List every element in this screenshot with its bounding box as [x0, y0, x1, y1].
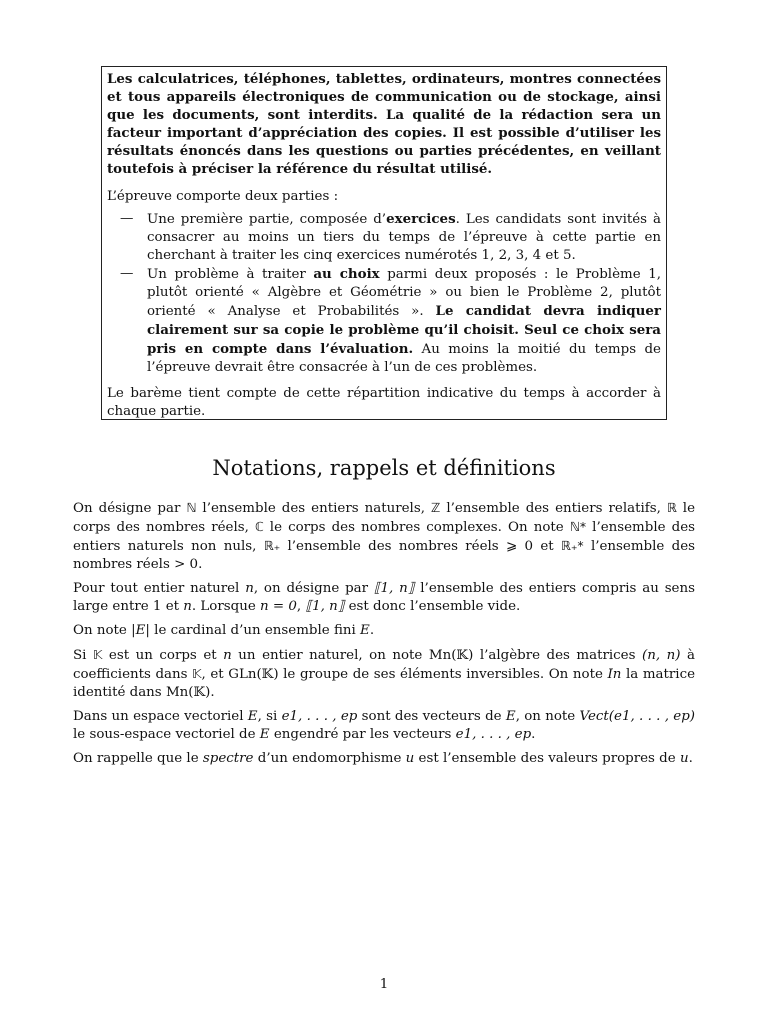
text: .: [531, 727, 536, 742]
text: . Lorsque: [191, 599, 261, 614]
item-emphasis: au choix: [313, 266, 380, 282]
text: , on note: [515, 709, 580, 724]
list-item: [107, 265, 661, 377]
math-variable: u: [405, 751, 415, 766]
math-expression: e1, . . . , ep: [281, 709, 358, 724]
text: le cardinal d’un ensemble fini: [149, 623, 361, 638]
text: à coefficients dans: [73, 648, 696, 682]
math-expression: In: [607, 667, 622, 682]
text: l’ensemble des nombres réels ⩾ 0 et: [280, 539, 561, 554]
dash-marker: —: [120, 266, 134, 281]
math-variable: E: [247, 709, 258, 724]
math-variable: u: [679, 751, 689, 766]
math-variable: E: [259, 727, 270, 742]
math-expression: GLn(𝕂): [228, 667, 279, 682]
math-variable: n: [245, 581, 254, 596]
text: On rappelle que le: [73, 751, 203, 766]
paragraph-matrices: [73, 646, 695, 702]
math-expression: ⟦1, n⟧: [305, 599, 345, 614]
item-emphasis: Le candidat devra indiquer clairement sur sa copie le problème qu’il choisit. Seul ce choix sera pris en compte dans l’évaluation.: [147, 303, 661, 357]
text: Dans un espace vectoriel: [73, 709, 248, 724]
text: .: [210, 685, 215, 700]
math-symbol: ℝ: [666, 500, 677, 515]
text: l’algèbre des matrices: [473, 648, 643, 663]
paragraph-spectrum: [73, 750, 695, 768]
item-text: Un problème à traiter: [147, 267, 314, 282]
math-expression: (n, n): [642, 648, 681, 663]
text: le groupe de ses éléments inversibles. On note: [278, 667, 608, 682]
emphasized-term: spectre: [202, 751, 254, 766]
text: , et: [201, 667, 229, 682]
math-expression: ⟦1, n⟧: [373, 581, 415, 596]
math-expression: Vect(e1, . . . , ep): [579, 709, 695, 724]
math-variable: E: [505, 709, 516, 724]
text: Si: [73, 648, 93, 663]
instructions-warning: Les calculatrices, téléphones, tablettes, ordinateurs, montres connectées et tous appareils électroniques de communication ou de stockage, ainsi que les documents, sont interdits. La qualité de la rédaction sera un facteur important d’appréciation des copies. Il est possible d’utiliser les résultats énoncés dans les questions ou parties précédentes, en veillant toutefois à préciser la référence du résultat utilisé.: [107, 71, 661, 177]
page-number: 1: [379, 977, 389, 992]
math-symbol: 𝕂: [92, 647, 103, 662]
paragraph-vector-span: [73, 708, 695, 744]
parts-list: [107, 210, 661, 377]
math-expression: Mn(𝕂): [428, 648, 474, 663]
math-variable: n: [183, 599, 192, 614]
text: Pour tout entier naturel: [73, 581, 246, 596]
math-expression: |E|: [131, 623, 150, 638]
math-variable: E: [360, 623, 370, 638]
text: la matrice identité dans: [73, 667, 696, 700]
text: est un corps et: [102, 648, 224, 663]
paragraph-number-sets: [73, 499, 695, 574]
text: l’ensemble des entiers relatifs,: [440, 501, 667, 516]
list-item: [107, 210, 661, 265]
instructions-closing: Le barème tient compte de cette répartition indicative du temps à accorder à chaque partie.: [107, 386, 661, 419]
text: sont des vecteurs de: [357, 709, 506, 724]
math-variable: n: [223, 648, 232, 663]
item-text: . Les candidats sont invités à consacrer au moins un tiers du temps de l’épreuve à cette partie en cherchant à traiter les cinq exercices numérotés 1, 2, 3, 4 et 5.: [147, 212, 662, 263]
math-symbol: ℝ₊*: [560, 538, 584, 553]
text: ,: [296, 599, 306, 614]
text: , on désigne par: [253, 581, 374, 596]
math-expression: e1, . . . , ep: [455, 727, 532, 742]
instructions-intro: L’épreuve comporte deux parties :: [107, 189, 339, 204]
math-symbol: ℕ*: [569, 519, 587, 534]
text: l’ensemble des nombres réels > 0.: [73, 539, 696, 572]
text: le corps des nombres réels,: [73, 501, 695, 535]
text: .: [688, 751, 693, 766]
text: l’ensemble des entiers compris au sens large entre 1 et: [73, 581, 695, 614]
text: est l’ensemble des valeurs propres de: [414, 751, 680, 766]
math-symbol: 𝕂: [192, 666, 202, 681]
text: On désigne par: [73, 501, 187, 516]
text: l’ensemble des entiers naturels non nuls,: [73, 520, 695, 554]
dash-marker: —: [120, 211, 134, 226]
math-expression: n = 0: [260, 599, 297, 614]
item-emphasis: exercices: [386, 211, 456, 227]
item-text: Une première partie, composée d’: [147, 212, 387, 227]
item-text: parmi deux proposés : le Problème 1, plutôt orienté « Algèbre et Géométrie » ou bien le Problème 2, plutôt orienté « Analyse et Probabilités ».: [147, 267, 661, 319]
text: engendré par les vecteurs: [269, 727, 456, 742]
section-title: Notations, rappels et définitions: [212, 456, 556, 480]
text: le corps des nombres complexes. On note: [263, 520, 570, 535]
paragraph-cardinal: [73, 622, 695, 640]
text: est donc l’ensemble vide.: [344, 599, 521, 614]
text: un entier naturel, on note: [231, 648, 429, 663]
math-expression: Mn(𝕂): [165, 685, 211, 700]
math-symbol: ℂ: [254, 519, 264, 534]
math-symbol: ℕ: [186, 500, 197, 515]
paragraph-integer-interval: [73, 580, 695, 616]
text: , si: [257, 709, 282, 724]
item-text: Au moins la moitié du temps de l’épreuve devrait être consacrée à l’un de ces problèmes.: [147, 342, 661, 375]
math-symbol: ℤ: [430, 500, 441, 515]
text: On note: [73, 623, 132, 638]
text: d’un endomorphisme: [253, 751, 406, 766]
text: le sous-espace vectoriel de: [73, 727, 260, 742]
notations-body: [73, 499, 695, 774]
math-symbol: ℝ₊: [263, 538, 281, 553]
text: .: [369, 623, 375, 638]
text: l’ensemble des entiers naturels,: [196, 501, 431, 516]
instructions-box: [101, 66, 667, 420]
